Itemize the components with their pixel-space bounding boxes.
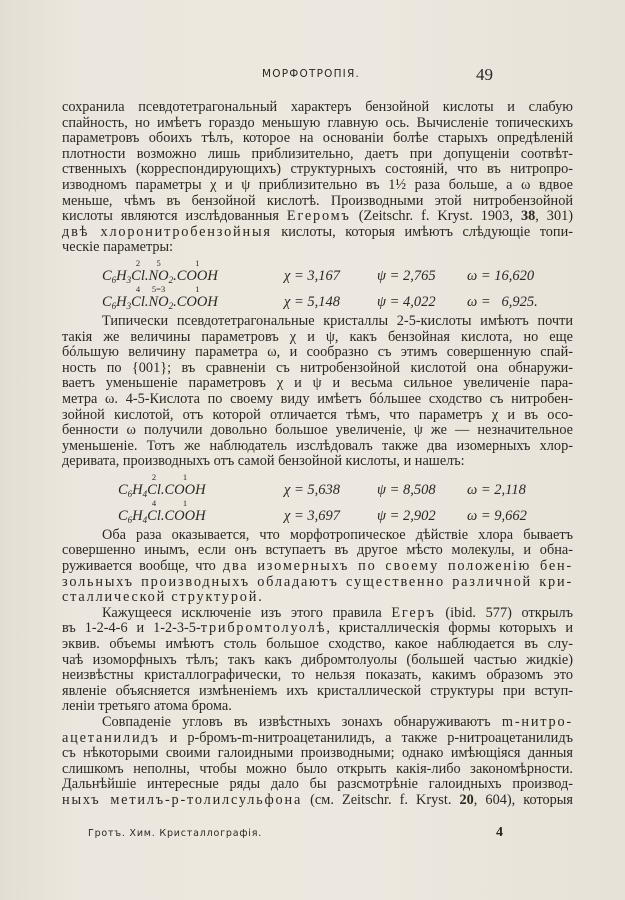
formula-text: . — [173, 293, 177, 310]
text-segment: чаѣ изоморфныхъ тѣлъ; такъ какъ дибромтолуолы (большей частью жидкіе) — [62, 651, 573, 668]
text-line — [62, 454, 573, 470]
parameter-psi: ψ = 2,902 — [377, 507, 436, 524]
formula-row — [62, 499, 573, 525]
text-line — [62, 423, 573, 439]
text-line — [62, 100, 573, 116]
spaced-emphasis: два изомерныхъ по своему положенію бен- — [222, 558, 573, 575]
page-footer — [0, 825, 625, 844]
text-segment: плотности возможно лишь приблизительно, даетъ при допущеніи соотвѣт- — [62, 145, 573, 162]
formula-text: C — [102, 293, 112, 310]
formula-group — [118, 482, 128, 498]
paragraph — [62, 528, 573, 606]
formula-group — [164, 471, 206, 498]
text-segment: параметровъ обоихъ тѣлъ, которое на основаніи болѣе старыхъ опредѣленій — [62, 130, 573, 147]
position-index: 1 — [195, 283, 200, 294]
position-index: 4 — [151, 497, 157, 508]
formula-text: H — [116, 293, 127, 310]
text-segment: неизвѣстны кристаллографически, то нельзя показать, какимъ образомъ это — [62, 667, 573, 684]
formula-subscript: 6 — [127, 488, 133, 499]
formula-subscript: 2 — [168, 300, 174, 311]
text-line — [62, 131, 573, 147]
position-index: 1 — [182, 471, 188, 482]
spaced-emphasis: двѣ хлоронитробензойныя — [62, 223, 272, 240]
formula-text: . — [160, 507, 165, 524]
formula-subscript: 3 — [126, 300, 132, 311]
formula-text: COOH — [176, 267, 218, 284]
formula-subscript: 4 — [142, 514, 148, 525]
running-head — [0, 66, 625, 84]
formula-text: Cl — [131, 267, 145, 284]
text-segment: кислоты являются изслѣдованныя — [62, 208, 287, 225]
text-line — [62, 606, 573, 622]
text-segment: сохранила псевдотетрагональный характеръ бензойной кислоты и слабую — [62, 99, 573, 115]
text-segment: меньше, чѣмъ въ бензойной кислотѣ. Производными этой нитробензойной — [62, 192, 573, 209]
formula-subscript: 6 — [111, 274, 117, 285]
text-line — [62, 731, 573, 747]
text-line — [62, 637, 573, 653]
text-line — [62, 240, 573, 256]
parameter-omega: ω = 9,662 — [467, 507, 527, 524]
text-segment: ность по {001}; въ сравненіи съ нитробензойной кислотой она обнаружи- — [62, 359, 573, 376]
text-segment: въ 1-2-4-6 и 1-2-3-5- — [62, 620, 201, 637]
formula-text: . — [160, 481, 165, 498]
text-line — [62, 528, 573, 544]
paragraph — [62, 715, 573, 809]
text-line — [62, 408, 573, 424]
formula-group — [147, 471, 161, 498]
text-line — [62, 575, 573, 591]
formula-text: C — [118, 507, 128, 524]
formula-group — [176, 283, 218, 310]
formula-subscript: 6 — [111, 300, 117, 311]
bold-volume: 20 — [459, 791, 474, 808]
chemical-formula — [102, 257, 218, 285]
text-segment: , 604), которыя — [473, 791, 573, 808]
formula-group — [164, 497, 206, 524]
parameter-chi: χ = 5,148 — [284, 293, 341, 310]
text-line — [62, 668, 573, 684]
text-segment: такія же величины параметровъ χ и ψ, какъ бензойная кислота, но еще — [62, 328, 573, 345]
text-line — [62, 699, 573, 715]
text-segment: (ibid. 577) открылъ — [435, 604, 573, 621]
text-segment: Типически псевдотетрагональные кристаллы 2-5-кислоты имѣютъ почти — [102, 312, 573, 329]
page-body-text — [62, 100, 573, 809]
formula-subscript: 6 — [127, 514, 133, 525]
text-line — [62, 746, 573, 762]
parameter-chi: χ = 3,167 — [284, 267, 341, 284]
text-line — [62, 314, 573, 330]
formula-text: H — [132, 507, 143, 524]
formula-group — [176, 257, 218, 284]
text-segment: ственныхъ (корреспондирующихъ) структурныхъ состояній, что въ нитропро- — [62, 161, 573, 178]
text-line — [62, 116, 573, 132]
formula-text: NO — [148, 267, 169, 284]
formula-text: COOH — [164, 481, 206, 498]
spaced-emphasis: ацетанилидъ — [62, 729, 160, 746]
formula-group — [102, 268, 112, 284]
text-segment: спайность, но имѣетъ гораздо меньшую главную ось. Вычисленіе топическихъ — [62, 114, 573, 131]
formula-text: . — [173, 267, 177, 284]
text-segment: метра ω. 4-5-Кислота по своему виду имѣетъ бóльшее сходство съ нитробен- — [62, 390, 573, 407]
text-segment: , кристаллическія формы которыхъ и — [326, 620, 573, 637]
running-head-title: МОРФОТРОПІЯ. — [262, 68, 360, 80]
formula-text: COOH — [164, 507, 206, 524]
text-line — [62, 376, 573, 392]
spaced-emphasis: ныхъ метилъ-р-толилсульфона — [62, 791, 303, 808]
text-line — [62, 194, 573, 210]
text-line — [62, 345, 573, 361]
parameter-omega: ω = 2,118 — [467, 481, 526, 498]
text-segment: и р-бромъ-m-нитроацетанилидъ, а также р-нитроацетанилидъ — [159, 729, 573, 746]
text-line — [62, 621, 573, 637]
formula-group — [131, 283, 145, 310]
text-segment: руживается вообще, что — [62, 558, 223, 575]
text-segment: деривата, производныхъ отъ самой бензойной кислоты, и нашелъ: — [62, 453, 465, 470]
paragraph — [62, 100, 573, 256]
text-line — [62, 147, 573, 163]
text-line — [62, 225, 573, 241]
formula-text: Cl — [147, 481, 161, 498]
formula-row — [62, 259, 573, 285]
formula-group — [148, 283, 169, 310]
position-index: 5=3 — [151, 283, 166, 294]
parameter-psi: ψ = 8,508 — [377, 481, 436, 498]
formula-table — [62, 473, 573, 525]
text-segment: Кажущееся исключеніе изъ этого правила — [102, 604, 392, 621]
text-line — [62, 439, 573, 455]
text-line — [62, 762, 573, 778]
formula-text: NO — [148, 293, 169, 310]
text-segment: эквив. объемы имѣютъ столь большое сходство, какое наблюдается въ слу- — [62, 636, 573, 653]
formula-text: C — [118, 481, 128, 498]
page-number: 49 — [476, 65, 493, 84]
formula-text: . — [144, 293, 149, 310]
text-segment: слишкомъ неполны, чтобы можно было открыть какія-либо закономѣрности. — [62, 760, 573, 777]
text-segment: кислоты, которыя имѣютъ слѣдующіе топи- — [271, 223, 574, 240]
formula-row — [62, 285, 573, 311]
chemical-formula — [102, 283, 218, 311]
paragraph — [62, 606, 573, 715]
formula-table — [62, 259, 573, 311]
formula-text: C — [102, 267, 112, 284]
text-line — [62, 793, 573, 809]
parameter-psi: ψ = 4,022 — [377, 293, 436, 310]
formula-group — [102, 294, 112, 310]
spaced-emphasis: трибромтолуолѣ — [200, 620, 327, 637]
text-line — [62, 392, 573, 408]
chemical-formula — [118, 497, 206, 525]
parameter-omega: ω = 6,925. — [467, 293, 538, 310]
formula-text: H — [116, 267, 127, 284]
formula-text: . — [144, 267, 149, 284]
text-line — [62, 361, 573, 377]
formula-subscript: 2 — [168, 274, 174, 285]
formula-group — [131, 257, 145, 284]
position-index: 1 — [195, 257, 200, 268]
text-line — [62, 543, 573, 559]
text-segment: изводномъ параметры χ и ψ приблизительно въ 1½ раза больше, а ω вдвое — [62, 176, 573, 193]
text-line — [62, 715, 573, 731]
formula-group — [116, 294, 126, 310]
sheet-number: 4 — [496, 825, 503, 840]
text-segment: съ нѣкоторыми своими галоидными производными; однако имѣющіяся данныя — [62, 745, 573, 762]
text-line — [62, 684, 573, 700]
text-segment: бóльшую величину параметра ω, и сообразно съ этимъ совершенную спай- — [62, 344, 573, 361]
text-line — [62, 330, 573, 346]
spaced-emphasis: сталлической структурой — [62, 589, 259, 606]
text-segment: бенности ω получили довольно большое увеличеніе, ψ же — незначительное — [62, 422, 573, 439]
formula-text: Cl — [131, 293, 145, 310]
text-segment: Дальнѣйшіе интересные ряды дало бы разсмотрѣніе галоидныхъ производ- — [62, 776, 573, 793]
text-segment: (Zeitschr. f. Kryst. 1903, — [350, 208, 521, 225]
formula-group — [116, 268, 126, 284]
spaced-emphasis: зольныхъ производныхъ обладаютъ существенно различной кри- — [62, 573, 573, 590]
text-segment: . — [258, 589, 262, 606]
text-segment: явленіе объясняется измѣненіемъ ихъ кристаллической структуры при вступ- — [62, 682, 573, 699]
text-line — [62, 777, 573, 793]
position-index: 5 — [156, 257, 161, 268]
text-line — [62, 209, 573, 225]
footer-signature: Гротъ. Хим. Кристаллографія. — [88, 828, 263, 839]
text-line — [62, 178, 573, 194]
formula-group — [132, 508, 142, 524]
text-line — [62, 590, 573, 606]
paragraph — [62, 314, 573, 470]
parameter-chi: χ = 5,638 — [284, 481, 341, 498]
text-segment: совершенно инымъ, если онъ вступаетъ въ другое мѣсто молекулы, и обна- — [62, 542, 573, 559]
formula-text: COOH — [176, 293, 218, 310]
bold-volume: 38 — [520, 208, 536, 225]
formula-group — [147, 497, 161, 524]
spaced-emphasis: Егеръ — [391, 604, 436, 621]
text-line — [62, 162, 573, 178]
text-segment: ваетъ уменьшеніе параметровъ χ и ψ и весьма сильное увеличеніе пара- — [62, 375, 573, 392]
parameter-omega: ω = 16,620 — [467, 267, 535, 284]
position-index: 2 — [135, 257, 141, 268]
text-segment: ческіе параметры: — [62, 239, 174, 256]
spaced-emphasis: Егеромъ — [286, 208, 351, 225]
text-line — [62, 559, 573, 575]
text-line — [62, 653, 573, 669]
text-segment: зойной кислотой, отъ которой отличается тѣмъ, что параметръ χ и въ осо- — [62, 406, 573, 423]
position-index: 4 — [135, 283, 141, 294]
formula-group — [148, 257, 169, 284]
text-segment: , 301) — [535, 208, 574, 225]
formula-group — [118, 508, 128, 524]
parameter-psi: ψ = 2,765 — [377, 267, 436, 284]
text-segment: Совпаденіе угловъ въ извѣстныхъ зонахъ обнаруживаютъ — [102, 714, 502, 730]
parameter-chi: χ = 3,697 — [284, 507, 341, 524]
position-index: 1 — [182, 497, 188, 508]
spaced-emphasis: m-нитро- — [501, 714, 573, 730]
formula-text: Cl — [147, 507, 161, 524]
formula-group — [132, 482, 142, 498]
text-segment: (см. Zeitschr. f. Kryst. — [302, 791, 460, 808]
text-segment: леніи третьяго атома брома. — [62, 698, 232, 715]
formula-row — [62, 473, 573, 499]
position-index: 2 — [151, 471, 157, 482]
text-segment: Оба раза оказывается, что морфотропическое дѣйствіе хлора бываетъ — [102, 526, 573, 543]
formula-text: H — [132, 481, 143, 498]
text-segment: уменьшеніе. Тотъ же наблюдатель изслѣдовалъ также два изомерныхъ хлор- — [62, 437, 573, 454]
formula-subscript: 4 — [142, 488, 148, 499]
formula-subscript: 3 — [126, 274, 132, 285]
chemical-formula — [118, 471, 206, 499]
